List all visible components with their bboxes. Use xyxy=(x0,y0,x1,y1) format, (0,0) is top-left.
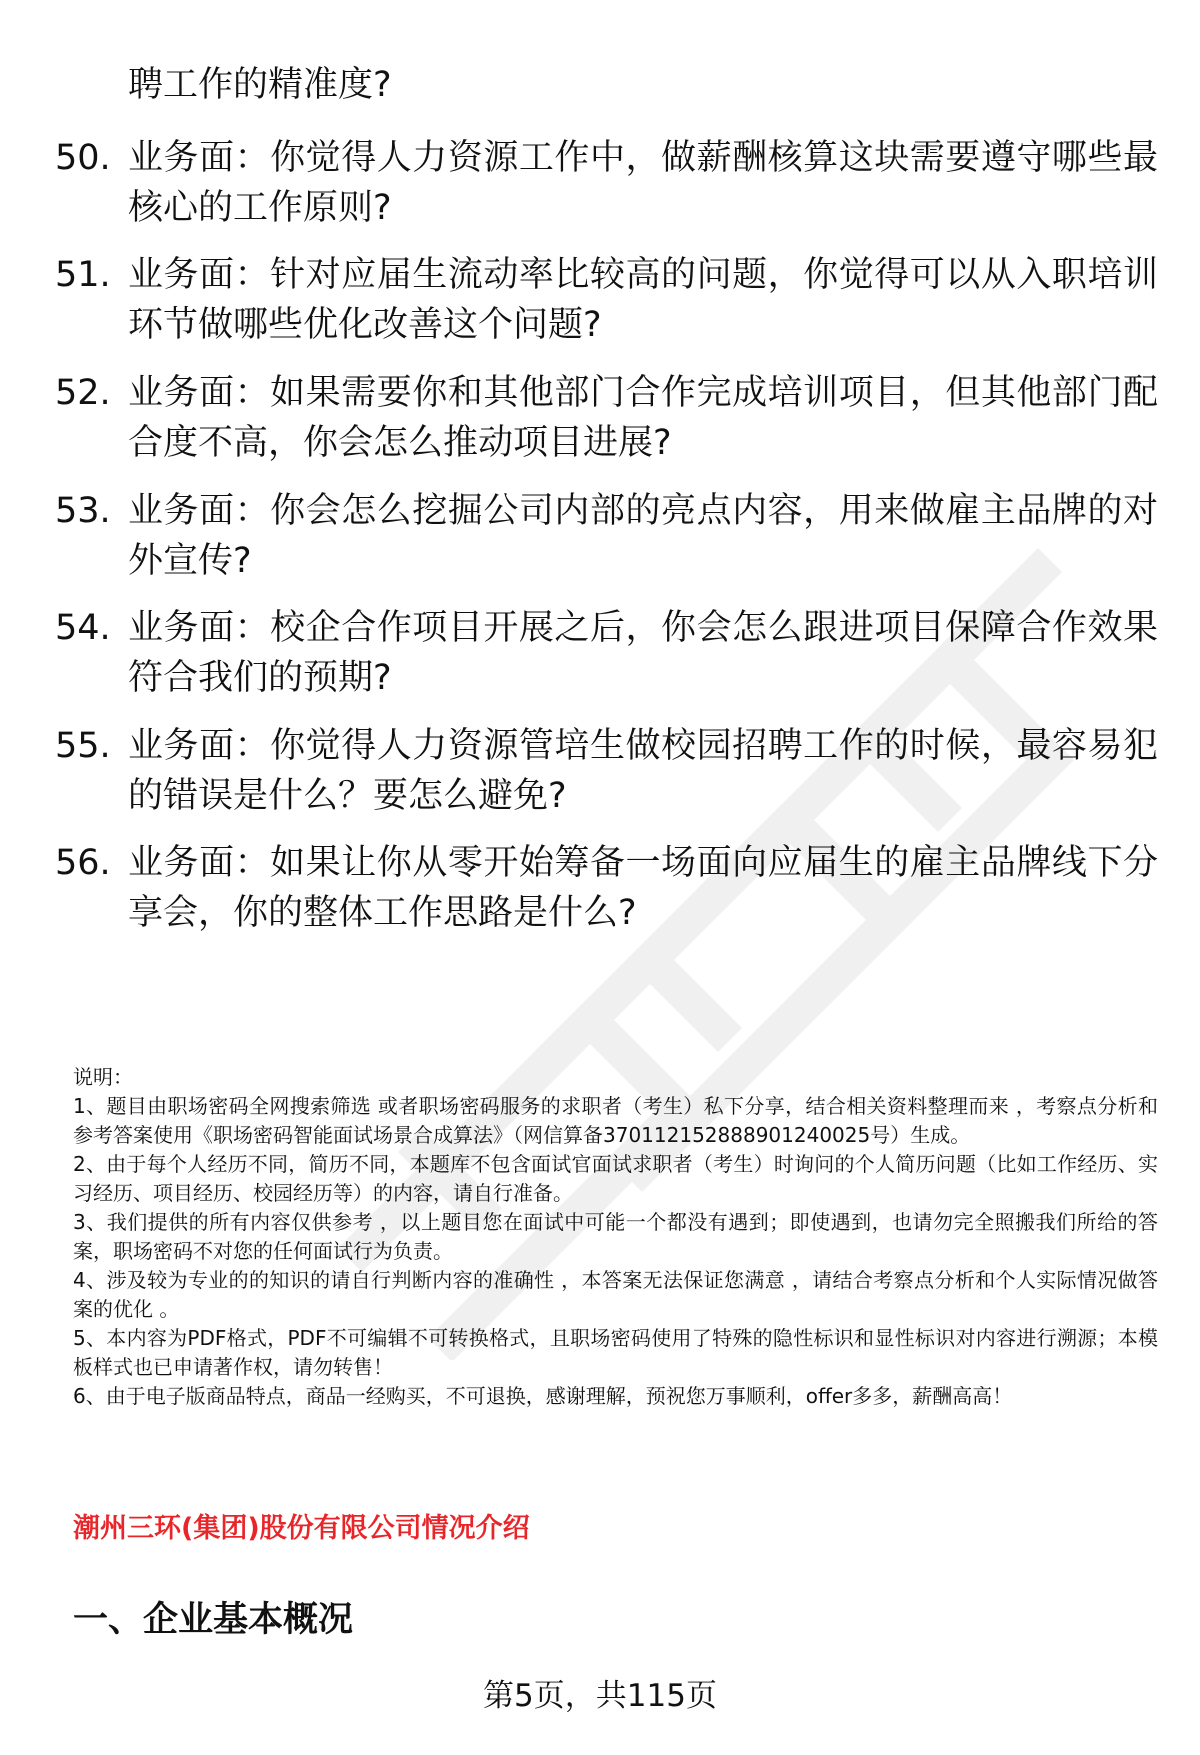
page-number: 第5页，共115页 xyxy=(483,1678,717,1714)
question-number: 56. xyxy=(55,843,111,883)
question-item xyxy=(55,486,1158,596)
question-text: 业务面：针对应届生流动率比较高的问题，你觉得可以从入职培训环节做哪些优化改善这个问题? xyxy=(128,255,1158,345)
note-item: 4、涉及较为专业的的知识的请自行判断内容的准确性 ，本答案无法保证您满意 ，请结合考察点分析和个人实际情况做答案的优化 。 xyxy=(73,1268,1158,1321)
note-item: 5、本内容为PDF格式，PDF不可编辑不可转换格式，且职场密码使用了特殊的隐性标识和显性标识对内容进行溯源；本模板样式也已申请著作权，请勿转售！ xyxy=(73,1326,1158,1379)
question-number: 53. xyxy=(55,491,111,531)
note-item: 6、由于电子版商品特点，商品一经购买，不可退换，感谢理解，预祝您万事顺利，offer多多，薪酬高高！ xyxy=(73,1384,1013,1408)
question-text: 业务面：如果让你从零开始筹备一场面向应届生的雇主品牌线下分享会，你的整体工作思路是什么? xyxy=(128,843,1158,933)
question-text: 业务面：如果需要你和其他部门合作完成培训项目，但其他部门配合度不高，你会怎么推动项目进展? xyxy=(128,373,1158,463)
question-item xyxy=(55,368,1158,478)
note-item: 3、我们提供的所有内容仅供参考 ，以上题目您在面试中可能一个都没有遇到；即使遇到，也请勿完全照搬我们所给的答案，职场密码不对您的任何面试行为负责。 xyxy=(73,1210,1158,1263)
question-number: 54. xyxy=(55,608,111,648)
question-item xyxy=(55,838,1158,948)
question-number: 52. xyxy=(55,373,111,413)
question-text: 业务面：你会怎么挖掘公司内部的亮点内容，用来做雇主品牌的对外宣传? xyxy=(128,491,1158,581)
notes-title: 说明： xyxy=(73,1065,133,1089)
question-number: 55. xyxy=(55,726,111,766)
disclaimer-notes xyxy=(73,1063,1158,1411)
question-number: 51. xyxy=(55,255,111,295)
question-number: 50. xyxy=(55,138,111,178)
question-continuation: 聘工作的精准度? xyxy=(128,65,392,105)
company-intro-title: 潮州三环(集团)股份有限公司情况介绍 xyxy=(73,1513,530,1544)
note-item: 2、由于每个人经历不同，简历不同，本题库不包含面试官面试求职者（考生）时询问的个人简历问题（比如工作经历、实习经历、项目经历、校园经历等）的内容，请自行准备。 xyxy=(73,1152,1158,1205)
note-item: 1、题目由职场密码全网搜索筛选 或者职场密码服务的求职者（考生）私下分享，结合相关资料整理而来 ，考察点分析和参考答案使用《职场密码智能面试场景合成算法》（网信算备370112152888901240025号）生成。 xyxy=(73,1094,1158,1147)
question-text: 业务面：你觉得人力资源管培生做校园招聘工作的时候，最容易犯的错误是什么？要怎么避免? xyxy=(128,726,1158,816)
question-item xyxy=(55,603,1158,713)
question-text: 业务面：校企合作项目开展之后，你会怎么跟进项目保障合作效果符合我们的预期? xyxy=(128,608,1158,698)
question-item xyxy=(55,133,1158,243)
section-heading: 一、企业基本概况 xyxy=(73,1600,354,1640)
question-text: 业务面：你觉得人力资源工作中，做薪酬核算这块需要遵守哪些最核心的工作原则? xyxy=(128,138,1158,228)
question-item xyxy=(55,721,1158,831)
question-item xyxy=(55,250,1158,360)
